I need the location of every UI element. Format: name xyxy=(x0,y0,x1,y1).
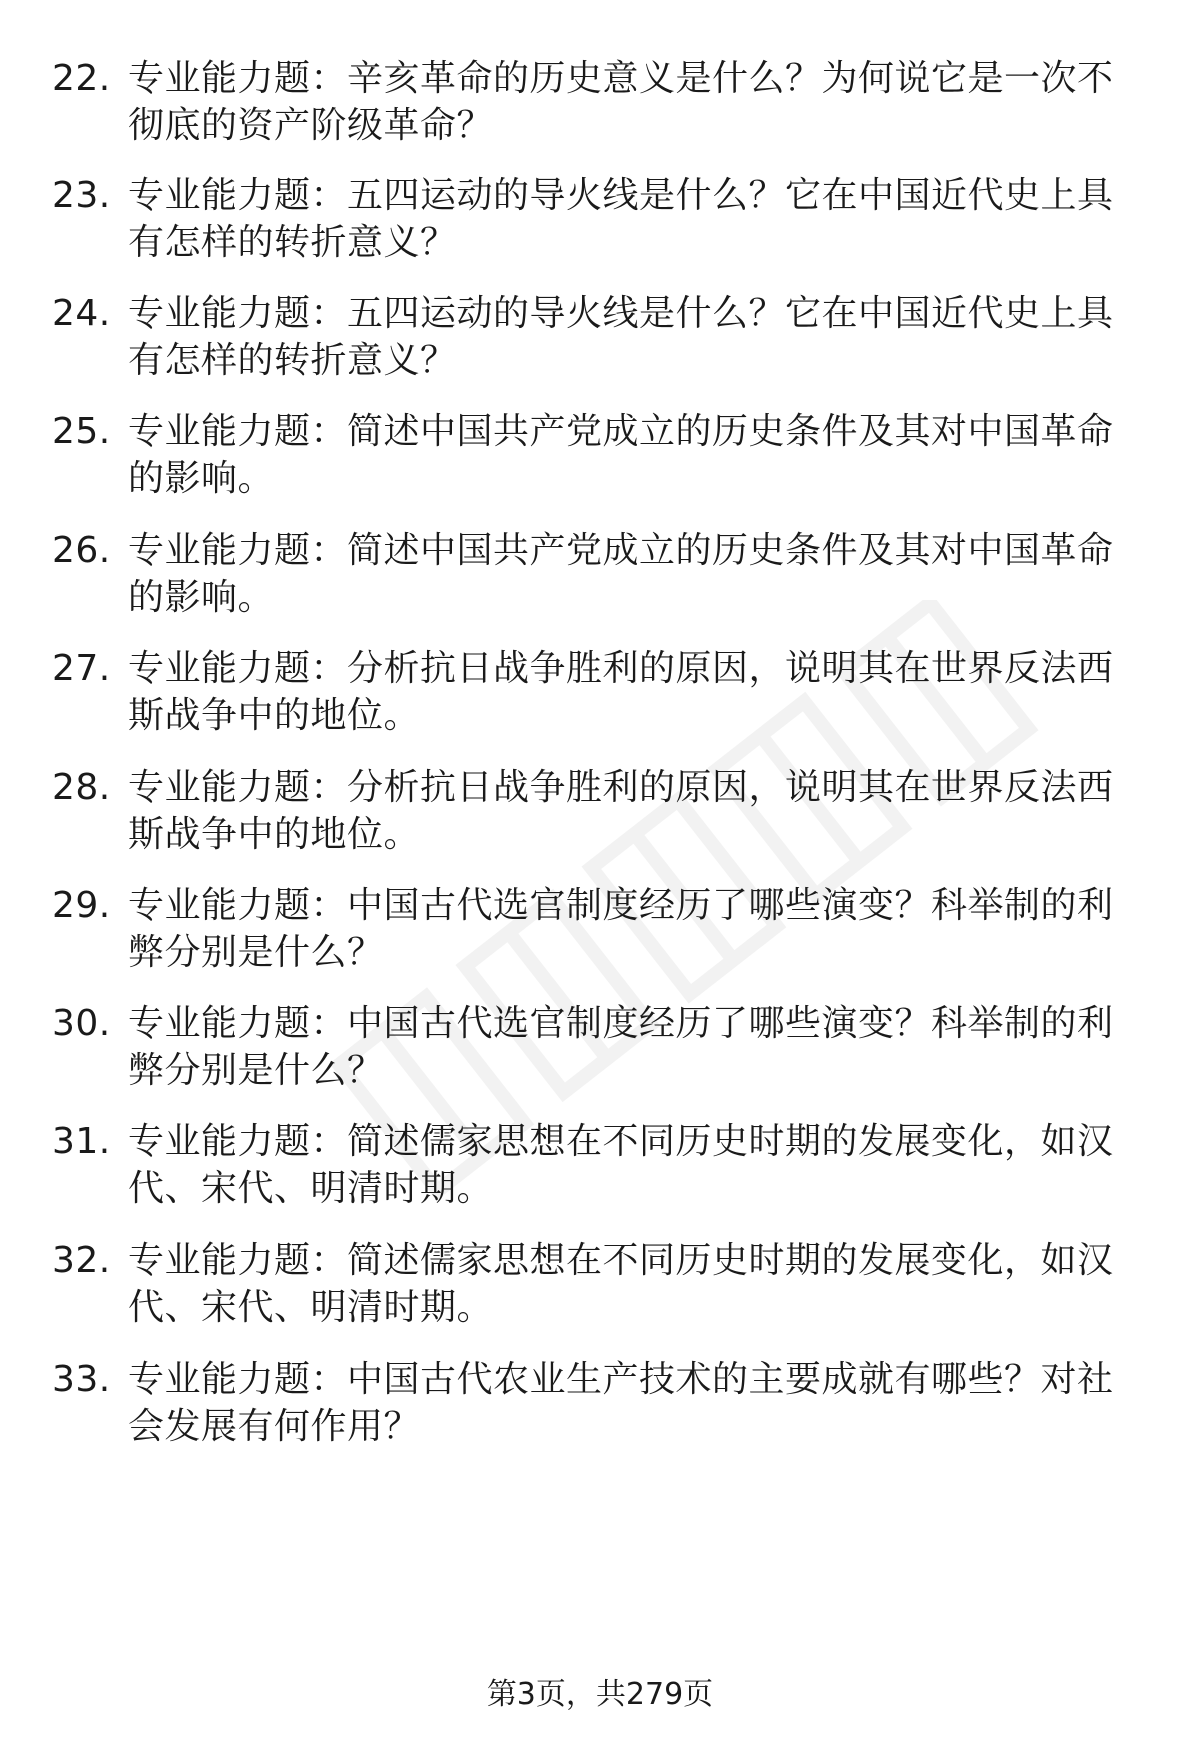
question-number: 30. xyxy=(52,1003,111,1044)
question-text: 专业能力题：中国古代选官制度经历了哪些演变？科举制的利弊分别是什么？ xyxy=(128,885,1114,973)
question-text: 专业能力题：简述儒家思想在不同历史时期的发展变化，如汉代、宋代、明清时期。 xyxy=(128,1121,1114,1209)
question-text: 专业能力题：中国古代选官制度经历了哪些演变？科举制的利弊分别是什么？ xyxy=(128,1003,1114,1091)
list-item xyxy=(52,882,1152,976)
question-number: 24. xyxy=(52,293,111,334)
question-text: 专业能力题：简述中国共产党成立的历史条件及其对中国革命的影响。 xyxy=(128,411,1114,499)
question-text: 专业能力题：五四运动的导火线是什么？它在中国近代史上具有怎样的转折意义？ xyxy=(128,175,1114,263)
question-number: 22. xyxy=(52,58,111,99)
question-text: 专业能力题：分析抗日战争胜利的原因，说明其在世界反法西斯战争中的地位。 xyxy=(128,648,1114,736)
list-item xyxy=(52,764,1152,858)
list-item xyxy=(52,408,1152,502)
list-item xyxy=(52,1237,1152,1331)
list-item xyxy=(52,55,1152,149)
list-item xyxy=(52,645,1152,739)
question-number: 33. xyxy=(52,1359,111,1400)
question-text: 专业能力题：辛亥革命的历史意义是什么？为何说它是一次不彻底的资产阶级革命？ xyxy=(128,58,1114,146)
question-text: 专业能力题：分析抗日战争胜利的原因，说明其在世界反法西斯战争中的地位。 xyxy=(128,767,1114,855)
question-number: 32. xyxy=(52,1240,111,1281)
question-number: 25. xyxy=(52,411,111,452)
list-item xyxy=(52,1000,1152,1094)
list-item xyxy=(52,1356,1152,1450)
question-number: 27. xyxy=(52,648,111,689)
list-item xyxy=(52,527,1152,621)
list-item xyxy=(52,290,1152,384)
question-number: 23. xyxy=(52,175,111,216)
question-text: 专业能力题：五四运动的导火线是什么？它在中国近代史上具有怎样的转折意义？ xyxy=(128,293,1114,381)
page-number: 第3页，共279页 xyxy=(486,1677,714,1712)
question-text: 专业能力题：简述中国共产党成立的历史条件及其对中国革命的影响。 xyxy=(128,530,1114,618)
question-number: 28. xyxy=(52,767,111,808)
question-number: 31. xyxy=(52,1121,111,1162)
question-number: 29. xyxy=(52,885,111,926)
question-number: 26. xyxy=(52,530,111,571)
question-text: 专业能力题：简述儒家思想在不同历史时期的发展变化，如汉代、宋代、明清时期。 xyxy=(128,1240,1114,1328)
question-text: 专业能力题：中国古代农业生产技术的主要成就有哪些？对社会发展有何作用？ xyxy=(128,1359,1114,1447)
list-item xyxy=(52,1118,1152,1212)
list-item xyxy=(52,172,1152,266)
